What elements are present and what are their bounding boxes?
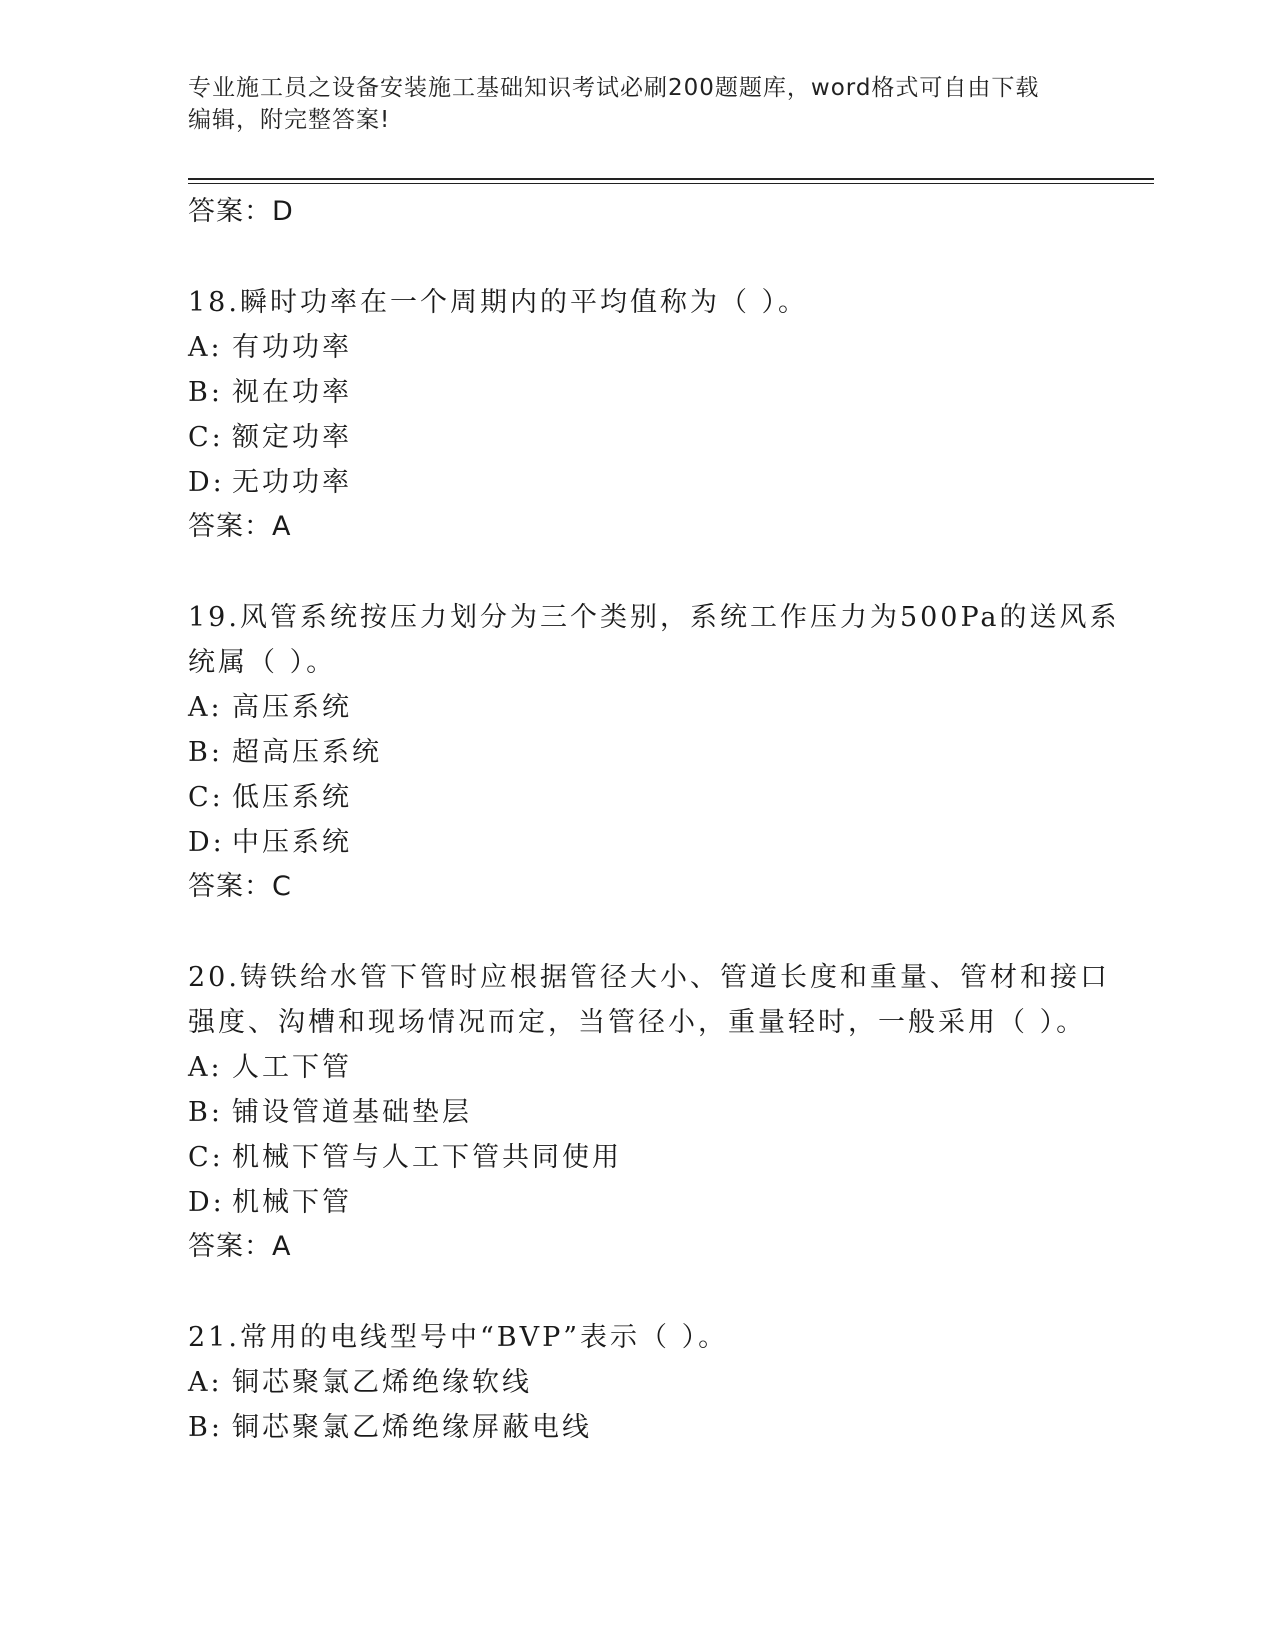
option-b	[188, 370, 1088, 415]
answer-line: 答案：C	[188, 871, 292, 902]
header-title-line-2: 编辑，附完整答案!	[188, 107, 391, 133]
option-text: 中压系统	[232, 827, 352, 858]
header-divider-thick	[188, 178, 1154, 180]
question-text-line-1: 20.铸铁给水管下管时应根据管径大小、管道长度和重量、管材和接口	[188, 962, 1110, 993]
option-letter: C:	[188, 782, 224, 813]
option-text: 高压系统	[232, 692, 352, 723]
option-b	[188, 1090, 1088, 1135]
question-text-line-2: 统属（ ）。	[188, 647, 337, 678]
option-text: 视在功率	[232, 377, 352, 408]
option-d	[188, 1180, 1088, 1225]
option-text: 机械下管	[232, 1187, 352, 1218]
option-a	[188, 1045, 1088, 1090]
answer-line: 答案：A	[188, 1231, 292, 1262]
question-text-line-1: 19.风管系统按压力划分为三个类别，系统工作压力为500Pa的送风系	[188, 602, 1120, 633]
option-letter: B:	[188, 737, 223, 768]
option-b	[188, 730, 1088, 775]
option-b	[188, 1405, 1088, 1450]
option-text: 铜芯聚氯乙烯绝缘屏蔽电线	[232, 1412, 592, 1443]
option-letter: D:	[188, 467, 225, 498]
question-block-21	[188, 1315, 1088, 1450]
spacer	[188, 1269, 1088, 1315]
option-a	[188, 685, 1088, 730]
option-letter: C:	[188, 1142, 224, 1173]
option-letter: B:	[188, 1097, 223, 1128]
question-stem	[188, 955, 1110, 1045]
option-a	[188, 1360, 1088, 1405]
option-text: 有功功率	[232, 332, 352, 363]
option-text: 机械下管与人工下管共同使用	[232, 1142, 622, 1173]
header-divider-thin	[188, 183, 1154, 184]
question-text-line-2: 强度、沟槽和现场情况而定，当管径小，重量轻时，一般采用（ ）。	[188, 1007, 1087, 1038]
option-letter: A:	[188, 332, 223, 363]
question-block-18	[188, 280, 1088, 549]
option-c	[188, 415, 1088, 460]
question-block-20	[188, 955, 1110, 1269]
option-text: 无功功率	[232, 467, 352, 498]
option-c	[188, 1135, 1088, 1180]
option-letter: A:	[188, 1052, 223, 1083]
question-stem	[188, 280, 1088, 325]
spacer	[188, 909, 1088, 955]
option-letter: C:	[188, 422, 224, 453]
answer-previous-question: 答案：D	[188, 196, 294, 227]
option-letter: B:	[188, 1412, 223, 1443]
spacer	[188, 549, 1088, 595]
question-stem	[188, 595, 1120, 685]
option-text: 铺设管道基础垫层	[232, 1097, 472, 1128]
question-block-19	[188, 595, 1120, 909]
question-text: 18.瞬时功率在一个周期内的平均值称为（ ）。	[188, 287, 809, 318]
option-text: 铜芯聚氯乙烯绝缘软线	[232, 1367, 532, 1398]
option-a	[188, 325, 1088, 370]
option-text: 超高压系统	[232, 737, 382, 768]
option-text: 额定功率	[232, 422, 352, 453]
option-letter: B:	[188, 377, 223, 408]
question-list	[188, 190, 1120, 1450]
question-text: 21.常用的电线型号中“BVP”表示（ ）。	[188, 1322, 729, 1353]
page-header	[188, 72, 1068, 136]
answer-line: 答案：A	[188, 511, 292, 542]
option-d	[188, 460, 1088, 505]
question-stem	[188, 1315, 1088, 1360]
spacer	[188, 234, 1088, 280]
header-title-line-1: 专业施工员之设备安装施工基础知识考试必刷200题题库，word格式可自由下载	[188, 75, 1040, 101]
option-d	[188, 820, 1088, 865]
option-letter: A:	[188, 692, 223, 723]
option-text: 人工下管	[232, 1052, 352, 1083]
option-text: 低压系统	[232, 782, 352, 813]
option-letter: A:	[188, 1367, 223, 1398]
option-c	[188, 775, 1088, 820]
option-letter: D:	[188, 1187, 225, 1218]
option-letter: D:	[188, 827, 225, 858]
